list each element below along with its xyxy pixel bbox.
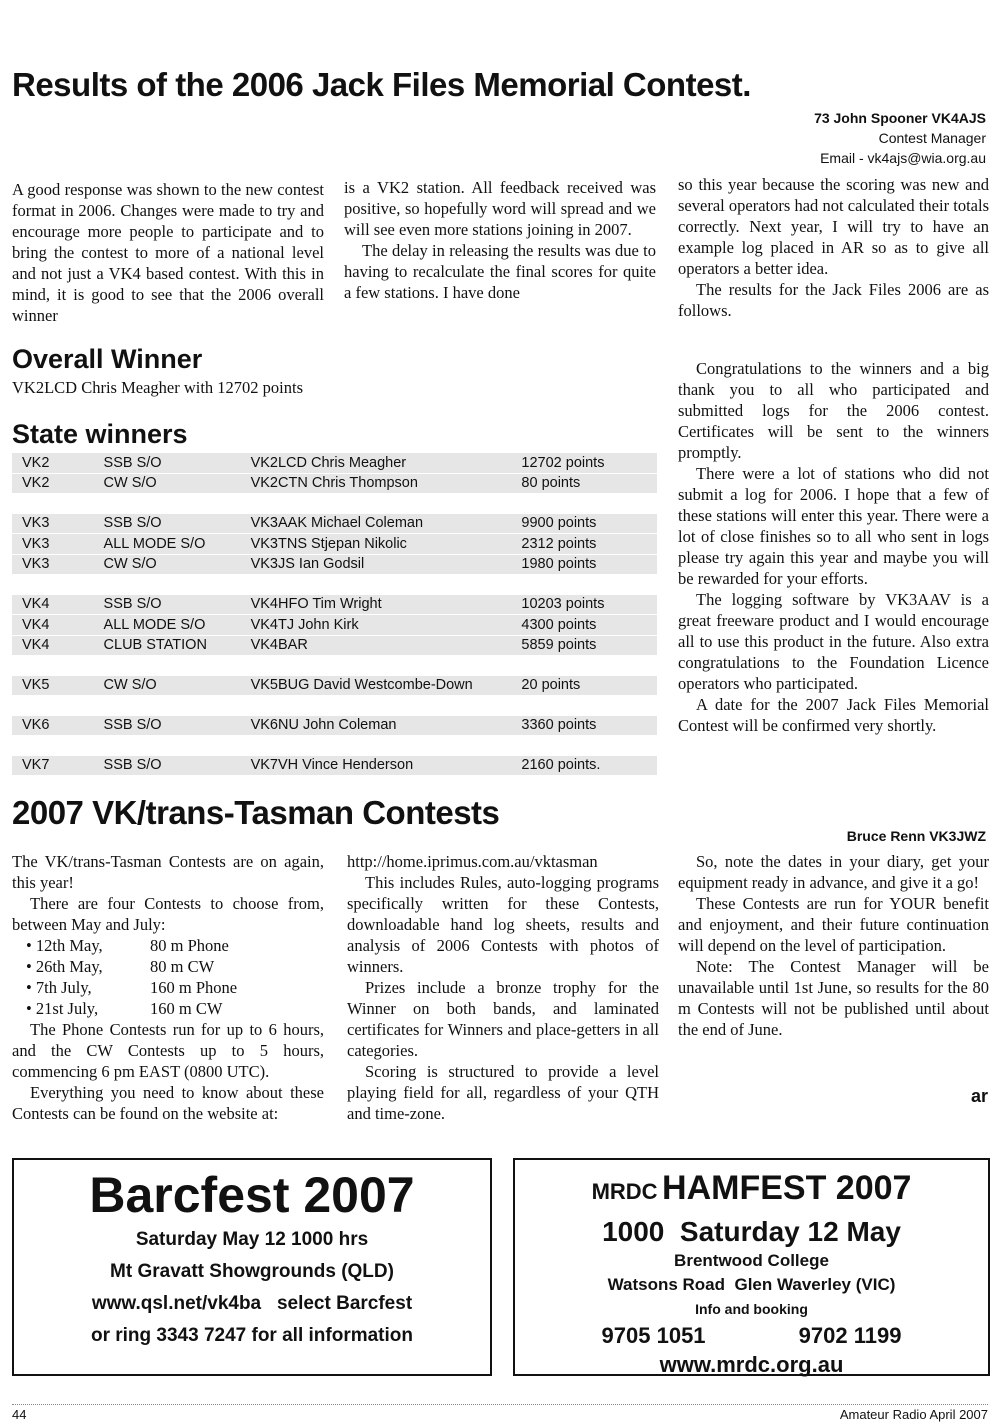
paragraph: The delay in releasing the results was due to having to recalculate the final scores for quite a few stations. I have done	[344, 241, 656, 302]
category-cell: SSB S/O	[94, 716, 241, 736]
category-cell: SSB S/O	[94, 514, 241, 534]
state-winners-heading: State winners	[12, 419, 188, 449]
table-row	[12, 716, 657, 736]
article2-byline	[847, 826, 986, 846]
points-cell: 9900 points	[511, 514, 657, 534]
author-role: Contest Manager	[878, 130, 986, 146]
category-cell: CW S/O	[94, 676, 241, 696]
barcfest-ad	[12, 1158, 492, 1376]
state-cell: VK7	[12, 756, 94, 776]
table-row	[12, 635, 657, 656]
callsign-cell: VK2CTN Chris Thompson	[241, 473, 512, 494]
category-cell: ALL MODE S/O	[94, 615, 241, 636]
category-cell: SSB S/O	[94, 756, 241, 776]
callsign-cell: VK4HFO Tim Wright	[241, 595, 512, 615]
callsign-cell: VK3AAK Michael Coleman	[241, 514, 512, 534]
category-cell: SSB S/O	[94, 595, 241, 615]
points-cell: 2312 points	[511, 534, 657, 555]
table-row	[12, 453, 657, 473]
points-cell: 80 points	[511, 473, 657, 494]
hamfest-info: Info and booking	[695, 1301, 808, 1317]
hamfest-address: Watsons Road Glen Waverley (VIC)	[607, 1275, 896, 1294]
hamfest-website[interactable]: www.mrdc.org.au	[659, 1352, 844, 1377]
paragraph: The logging software by VK3AAV is a great freeware product and I would encourage all to use this product in the future. Also extra congratulations to the Foundation Licence operators who participated.	[678, 590, 989, 693]
page-footer	[12, 1404, 988, 1422]
paragraph: The results for the Jack Files 2006 are as follows.	[678, 280, 989, 320]
paragraph: Scoring is structured to provide a level playing field for all, regardless of your QTH and time-zone.	[347, 1062, 659, 1123]
end-mark: ar	[970, 1086, 988, 1106]
author-email: Email - vk4ajs@wia.org.au	[820, 150, 986, 166]
category-cell: CW S/O	[94, 554, 241, 575]
paragraph: So, note the dates in your diary, get your equipment ready in advance, and give it a go!	[678, 852, 989, 892]
state-winners-table	[12, 453, 657, 776]
paragraph: is a VK2 station. All feedback received was positive, so hopefully word will spread and we will see even more stations joining in 2007.	[344, 178, 656, 239]
callsign-cell: VK3TNS Stjepan Nikolic	[241, 534, 512, 555]
table-row	[12, 554, 657, 575]
table-row	[12, 473, 657, 494]
list-item	[12, 935, 324, 956]
table-spacer	[12, 656, 657, 676]
article2-column-1	[12, 851, 324, 1124]
paragraph: There were a lot of stations who did not submit a log for 2006. I hope that a few of these stations will enter this year. There were a lot of close finishes so to all who sent in logs please try again this year and maybe you will be rewarded for your efforts.	[678, 464, 989, 588]
points-cell: 2160 points.	[511, 756, 657, 776]
state-cell: VK6	[12, 716, 94, 736]
paragraph: Note: The Contest Manager will be unavailable until 1st June, so results for the 80 m Contests will not be published until about the end of June.	[678, 957, 989, 1039]
table-row	[12, 615, 657, 636]
paragraph: The Phone Contests run for up to 6 hours, and the CW Contests up to 5 hours, commencing 6 pm EAST (0800 UTC).	[12, 1020, 324, 1081]
category-cell: SSB S/O	[94, 453, 241, 473]
website-link[interactable]: http://home.iprimus.com.au/vktasman	[347, 852, 598, 871]
hamfest-phone-1: 9705 1051	[601, 1323, 706, 1348]
contest-mode: 160 m Phone	[150, 978, 238, 997]
table-row	[12, 756, 657, 776]
contest-date: • 21st July,	[26, 999, 99, 1018]
hamfest-phone-2: 9702 1199	[798, 1323, 902, 1348]
paragraph: Prizes include a bronze trophy for the Winner on both bands, and laminated certificates for Winners and place-getters in all categories.	[347, 978, 659, 1060]
article2-column-3	[678, 851, 989, 1040]
hamfest-venue: Brentwood College	[674, 1251, 829, 1270]
points-cell: 1980 points	[511, 554, 657, 575]
contest-date: • 12th May,	[26, 936, 103, 955]
state-cell: VK3	[12, 554, 94, 575]
hamfest-title: HAMFEST 2007	[662, 1169, 912, 1207]
contest-date: • 26th May,	[26, 957, 103, 976]
paragraph: A date for the 2007 Jack Files Memorial Contest will be confirmed very shortly.	[678, 695, 989, 735]
table-row	[12, 514, 657, 534]
paragraph: so this year because the scoring was new and several operators had not calculated their totals correctly. Next year, I will try to have an example log placed in AR so as to give all operators a better idea.	[678, 175, 989, 278]
article1-right-column	[678, 358, 989, 736]
table-spacer	[12, 736, 657, 756]
overall-winner-heading: Overall Winner	[12, 344, 203, 374]
article2-column-2	[347, 851, 659, 1124]
paragraph: There are four Contests to choose from, between May and July:	[12, 894, 324, 934]
paragraph: Congratulations to the winners and a big thank you to all who participated and submitted logs for the 2006 contest. Certificates will be sent to the winners promptly.	[678, 359, 989, 462]
contest-mode: 80 m CW	[150, 957, 215, 976]
article1-column-1	[12, 179, 324, 326]
points-cell: 20 points	[511, 676, 657, 696]
category-cell: CLUB STATION	[94, 635, 241, 656]
table-spacer	[12, 494, 657, 514]
callsign-cell: VK4TJ John Kirk	[241, 615, 512, 636]
callsign-cell: VK5BUG David Westcombe-Down	[241, 676, 512, 696]
category-cell: ALL MODE S/O	[94, 534, 241, 555]
magazine-issue: Amateur Radio April 2007	[839, 1407, 988, 1422]
state-cell: VK2	[12, 473, 94, 494]
article2-title: 2007 VK/trans-Tasman Contests	[12, 794, 500, 831]
barcfest-website[interactable]: www.qsl.net/vk4ba select Barcfest	[91, 1293, 413, 1314]
points-cell: 4300 points	[511, 615, 657, 636]
state-cell: VK4	[12, 615, 94, 636]
state-cell: VK3	[12, 534, 94, 555]
callsign-cell: VK2LCD Chris Meagher	[241, 453, 512, 473]
contest-date: • 7th July,	[26, 978, 92, 997]
author-name: 73 John Spooner VK4AJS	[814, 110, 986, 126]
points-cell: 3360 points	[511, 716, 657, 736]
table-row	[12, 534, 657, 555]
state-cell: VK4	[12, 595, 94, 615]
table-spacer	[12, 575, 657, 595]
author-name: Bruce Renn VK3JWZ	[846, 828, 986, 844]
points-cell: 10203 points	[511, 595, 657, 615]
hamfest-date: 1000 Saturday 12 May	[602, 1216, 901, 1247]
table-row	[12, 676, 657, 696]
paragraph: This includes Rules, auto-logging programs specifically written for these Contests, downloadable hand log sheets, results and analysis of 2006 Contests with photos of winners.	[347, 873, 659, 976]
article1-column-2	[344, 177, 656, 303]
contest-mode: 80 m Phone	[150, 936, 229, 955]
callsign-cell: VK4BAR	[241, 635, 512, 656]
overall-winner-text: VK2LCD Chris Meagher with 12702 points	[12, 378, 304, 397]
list-item	[12, 956, 324, 977]
barcfest-venue: Mt Gravatt Showgrounds (QLD)	[110, 1261, 394, 1282]
table-spacer	[12, 696, 657, 716]
page-number: 44	[12, 1407, 27, 1422]
callsign-cell: VK6NU John Coleman	[241, 716, 512, 736]
paragraph: The VK/trans-Tasman Contests are on again, this year!	[12, 852, 324, 892]
hamfest-phones	[515, 1321, 988, 1351]
state-cell: VK5	[12, 676, 94, 696]
state-cell: VK4	[12, 635, 94, 656]
contest-date-list	[12, 935, 324, 1019]
hamfest-ad	[513, 1158, 990, 1376]
list-item	[12, 977, 324, 998]
points-cell: 12702 points	[511, 453, 657, 473]
article-title: Results of the 2006 Jack Files Memorial Contest.	[12, 66, 751, 103]
paragraph: Everything you need to know about these Contests can be found on the website at:	[12, 1083, 324, 1123]
contest-mode: 160 m CW	[150, 999, 223, 1018]
barcfest-phone: or ring 3343 7247 for all information	[90, 1325, 414, 1346]
barcfest-date: Saturday May 12 1000 hrs	[135, 1229, 369, 1250]
state-cell: VK3	[12, 514, 94, 534]
callsign-cell: VK3JS Ian Godsil	[241, 554, 512, 575]
callsign-cell: VK7VH Vince Henderson	[241, 756, 512, 776]
category-cell: CW S/O	[94, 473, 241, 494]
table-row	[12, 595, 657, 615]
paragraph: A good response was shown to the new contest format in 2006. Changes were made to try and encourage more people to participate and to bring the contest to more of a national level and not just a VK4 based contest. With this in mind, it is good to see that the 2006 overall winner	[12, 180, 324, 325]
hamfest-prefix: MRDC	[591, 1179, 658, 1204]
paragraph: These Contests are run for YOUR benefit and enjoyment, and their future continuation will depend on the level of participation.	[678, 894, 989, 955]
list-item	[12, 998, 324, 1019]
article1-column-3	[678, 174, 989, 321]
state-cell: VK2	[12, 453, 94, 473]
byline	[814, 108, 986, 168]
barcfest-title: Barcfest 2007	[89, 1167, 415, 1223]
points-cell: 5859 points	[511, 635, 657, 656]
